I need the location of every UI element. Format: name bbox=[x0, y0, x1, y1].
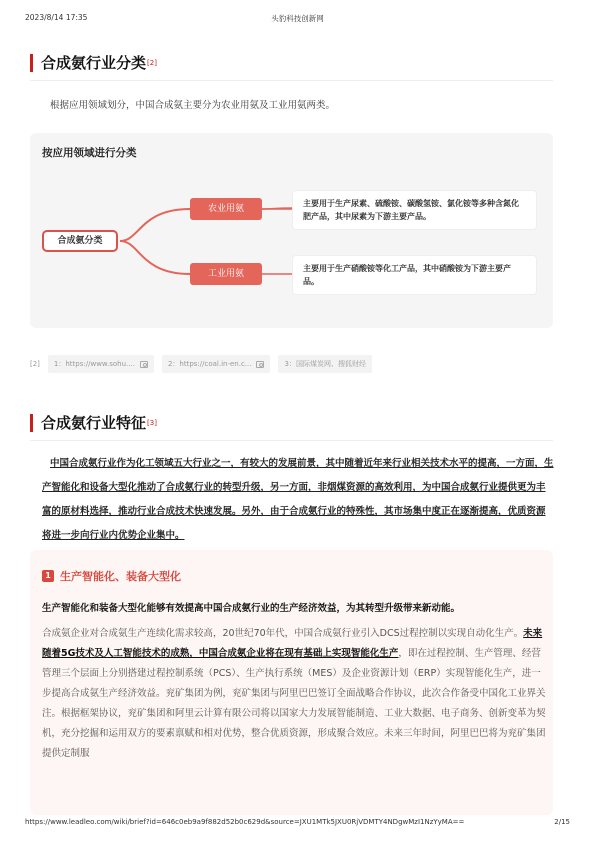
diagram-root-node: 合成氨分类 bbox=[42, 230, 118, 252]
reference-text: 3：国际煤炭网、搜狐财经 bbox=[284, 360, 366, 368]
header-site: 头豹科技创新网 bbox=[271, 14, 324, 23]
item-body bbox=[42, 624, 547, 764]
image-icon bbox=[140, 361, 148, 368]
reference-tag[interactable] bbox=[162, 355, 271, 373]
diagram-node-agricultural: 农业用氨 bbox=[190, 198, 262, 220]
diagram-leaf-industrial: 主要用于生产硝酸铵等化工产品，其中硝酸铵为下游主要产品。 bbox=[292, 255, 537, 295]
reference-tag[interactable] bbox=[278, 355, 371, 373]
page-number: 2/15 bbox=[554, 818, 570, 826]
section-divider bbox=[30, 80, 553, 81]
section-divider bbox=[30, 440, 553, 441]
item-number-badge: 1 bbox=[42, 570, 54, 582]
item-body-highlight: 未来随着5G技术及人工智能技术的成熟，中国合成氨企业将在现有基础上实现智能化生产 bbox=[42, 628, 543, 659]
page-header bbox=[25, 13, 570, 25]
section-accent-bar bbox=[30, 414, 33, 432]
section-title-classification bbox=[30, 52, 157, 73]
section-heading: 合成氨行业特征 bbox=[41, 414, 147, 432]
section-heading: 合成氨行业分类 bbox=[41, 54, 147, 72]
features-text: 中国合成氨行业作为化工领域五大行业之一，有较大的发展前景，其中随着近年来行业相关技术水平的提高，一方面，生产智能化和设备大型化推动了合成氨行业的转型升级，另一方面，非烟煤资源的高效利用，为中国合成氨行业提供更为丰富的原材料选择，推动行业合成技术快速发展。另外，由于合成氨行业的特殊性，其市场集中度正在逐渐提高，优质资源将进一步向行业内优势企业集中。 bbox=[42, 458, 554, 541]
feature-item-card bbox=[30, 550, 553, 815]
reference-tag[interactable] bbox=[48, 355, 154, 373]
footnote-ref-link[interactable]: [2] bbox=[147, 58, 157, 67]
section-accent-bar bbox=[30, 54, 33, 72]
image-icon bbox=[256, 361, 264, 368]
reference-label: [2] bbox=[30, 360, 40, 368]
reference-text: 1：https://www.sohu.... bbox=[53, 360, 135, 368]
diagram-leaf-agricultural: 主要用于生产尿素、硫酸铵、碳酸氢铵、氯化铵等多种含氮化肥产品，其中尿素为下游主要产品。 bbox=[292, 190, 537, 230]
item-body-a: 合成氨企业对合成氨生产连续化需求较高，20世纪70年代，中国合成氨行业引入DCS过程控制以实现自动化生产。 bbox=[42, 628, 524, 639]
features-paragraph bbox=[42, 452, 554, 548]
diagram-node-industrial: 工业用氨 bbox=[190, 263, 262, 285]
reference-text: 2：https://coal.in-en.c... bbox=[167, 360, 252, 368]
classification-diagram-card bbox=[30, 133, 553, 328]
reference-row bbox=[30, 355, 380, 373]
item-heading: 生产智能化、装备大型化 bbox=[60, 570, 181, 583]
item-lead: 生产智能化和装备大型化能够有效提高中国合成氨行业的生产经济效益，为其转型升级带来新动能。 bbox=[42, 603, 461, 614]
item-body-b: ，即在过程控制、生产管理、经营管理三个层面上分别搭建过程控制系统（PCS）、生产执行系统（MES）及企业资源计划（ERP）实现智能化生产，进一步提高合成氨生产经济效益。兖矿集团为例，兖矿集团与阿里巴巴签订全面战略合作协议，此次合作备受中国化工业界关注。根据框架协议，兖矿集团和阿里云计算有限公司将以国家大力发展智能制造、工业大数据、电子商务、创新变革为契机，充分挖掘和运用双方的要素禀赋和相对优势，整合优质资源，形成聚合效应。未来三年时间，阿里巴巴将为兖矿集团提供定制服 bbox=[42, 648, 546, 759]
footer-url[interactable]: https://www.leadleo.com/wiki/brief?id=646c0eb9a9f882d52b0c629d&source=JXU1MTk5JXU0RjVDMTY4NDgwMzI1NzYyMA== bbox=[25, 818, 465, 826]
section-title-features bbox=[30, 412, 157, 433]
feature-item-title bbox=[42, 568, 181, 584]
header-datetime: 2023/8/14 17:35 bbox=[25, 13, 88, 22]
page-footer bbox=[25, 818, 570, 826]
intro-paragraph: 根据应用领域划分，中国合成氨主要分为农业用氨及工业用氨两类。 bbox=[50, 100, 336, 111]
diagram-title: 按应用领域进行分类 bbox=[42, 147, 137, 159]
footnote-ref-link[interactable]: [3] bbox=[147, 418, 157, 427]
